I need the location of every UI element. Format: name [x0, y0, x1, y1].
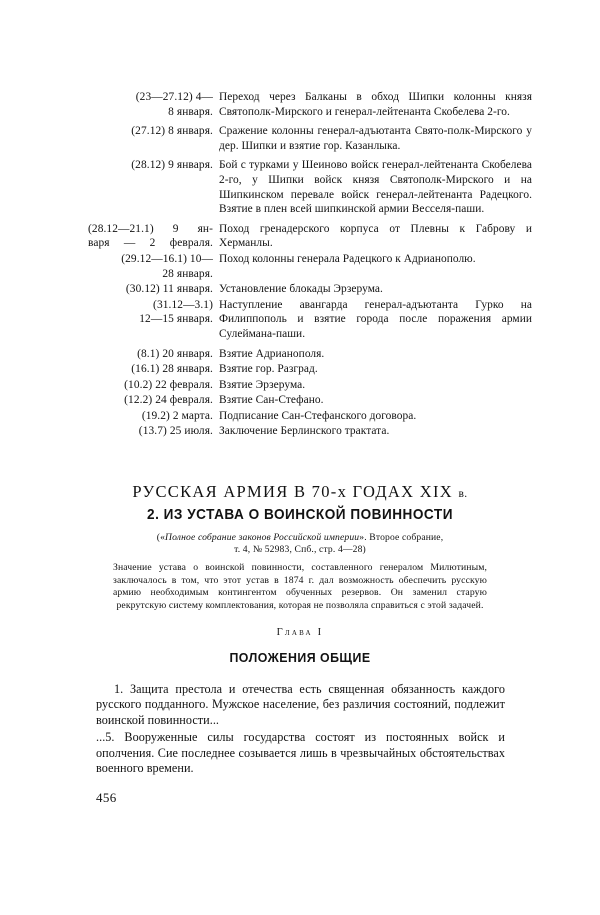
- source-citation: [113, 532, 487, 557]
- chronology-entry: [88, 298, 532, 342]
- chronology-entry-text: Переход через Балканы в обход Шипки колонны князя Святополк-Мирского и генерал-лейтенанта Скобелева 2-го.: [219, 91, 532, 118]
- citation-work-title: Полное собрание законов Российской империи: [165, 532, 360, 543]
- chronology-entry-date: [88, 124, 219, 139]
- chronology-date-line: (31.12—3.1): [153, 298, 213, 311]
- chronology-date-line: (19.2) 2 марта.: [141, 409, 213, 422]
- chronology-entry: [88, 222, 532, 251]
- chronology-entry-date: [88, 409, 219, 424]
- chronology-entry-date: [88, 347, 219, 362]
- page-title-text: РУССКАЯ АРМИЯ В 70-х ГОДАХ XIX: [132, 482, 454, 501]
- chapter-title: ПОЛОЖЕНИЯ ОБЩИЕ: [229, 650, 371, 665]
- chronology-date-line: варя — 2 февраля.: [88, 237, 213, 250]
- chronology-date-line: (12.2) 24 февраля.: [124, 394, 213, 407]
- body-paragraph: 1. Защита престола и отечества есть священная обязанность каждого русского подданного. Мужское население, без различия состояний, подлежит воинской повинности...: [96, 682, 505, 727]
- chronology-date-line: (28.12) 9 января.: [131, 159, 213, 172]
- chronology-entry: [88, 378, 532, 393]
- chronology-entry-date: [88, 252, 219, 281]
- chronology-entry: [88, 252, 532, 281]
- chronology-entry-text: Подписание Сан-Стефанского договора.: [219, 409, 417, 422]
- chronology-entry-text: Установление блокады Эрзерума.: [219, 283, 383, 296]
- chronology-date-line: (16.1) 28 января.: [131, 363, 213, 376]
- chronology-entry-text: Поход гренадерского корпуса от Плевны к Габрову и Херманлы.: [219, 222, 532, 250]
- page-title: [0, 482, 600, 502]
- citation-volume-info: т. 4, № 52983, Спб., стр. 4—28): [234, 544, 366, 556]
- chronology-entry-date: [88, 222, 219, 251]
- chronology-entry-text: Заключение Берлинского трактата.: [219, 425, 390, 438]
- citation-close: ». Второе собрание,: [359, 532, 444, 543]
- chronology-entry: [88, 90, 532, 119]
- chronology-entry: [88, 347, 532, 362]
- chronology-table: [88, 90, 532, 440]
- chronology-date-line: (13.7) 25 июля.: [138, 425, 213, 438]
- chronology-entry: [88, 124, 532, 153]
- chronology-entry-text: Сражение колонны генерал-адъютанта Свято-полк-Мирского у дер. Шипки и взятие гор. Казанлыка.: [219, 125, 532, 152]
- chronology-entry: [88, 424, 532, 439]
- chronology-date-line: 28 января.: [162, 267, 213, 280]
- chronology-date-line: (28.12—21.1) 9 ян-: [88, 222, 213, 235]
- chapter-label: Глава I: [276, 627, 324, 638]
- chronology-date-line: (30.12) 11 января.: [125, 283, 213, 296]
- body-paragraph: ...5. Вооруженные силы государства состоят из постоянных войск и ополчения. Сие последнее созывается лишь в чрезвычайных обстоятельствах военного времени.: [96, 730, 505, 776]
- chronology-entry: [88, 362, 532, 377]
- chronology-entry: [88, 393, 532, 408]
- page-number: 456: [96, 790, 117, 805]
- chronology-entry-text: Взятие гор. Разград.: [219, 363, 318, 376]
- chronology-entry: [88, 282, 532, 297]
- chronology-entry-date: [88, 158, 219, 173]
- chapter-body: [96, 682, 505, 778]
- citation-open: («: [156, 532, 166, 543]
- chronology-entry-text: Поход колонны генерала Радецкого к Адрианополю.: [219, 252, 476, 265]
- chronology-entry: [88, 409, 532, 424]
- chronology-date-line: (27.12) 8 января.: [131, 125, 213, 138]
- editorial-abstract: Значение устава о воинской повинности, составленного генералом Милютиным, заключалось в том, что этот устав в 1874 г. дал возможность обеспечить русскую армию необходимым контингентом обученных резервов. Он заменил старую рекрутскую систему комплектования, которая не позволяла справиться с этой задачей.: [113, 562, 487, 611]
- chronology-date-line: (23—27.12) 4—: [135, 91, 213, 103]
- chronology-date-line: 8 января.: [168, 105, 213, 118]
- chronology-entry-date: [88, 393, 219, 408]
- chronology-entry: [88, 158, 532, 216]
- chronology-date-line: (10.2) 22 февраля.: [124, 378, 213, 391]
- chronology-date-line: (8.1) 20 января.: [137, 347, 213, 360]
- chronology-entry-date: [88, 282, 219, 297]
- chronology-entry-date: [88, 362, 219, 377]
- chronology-entry-text: Наступление авангарда генерал-адъютанта Гурко на Филиппополь и взятие города после поражения армии Сулеймана-паши.: [219, 298, 532, 340]
- chronology-entry-text: Взятие Сан-Стефано.: [219, 394, 324, 407]
- chronology-date-line: 12—15 января.: [139, 313, 213, 326]
- chronology-date-line: (29.12—16.1) 10—: [121, 252, 213, 265]
- chronology-entry-date: [88, 424, 219, 439]
- section-title: 2. ИЗ УСТАВА О ВОИНСКОЙ ПОВИННОСТИ: [147, 507, 453, 523]
- chronology-entry-text: Бой с турками у Шеиново войск генерал-лейтенанта Скобелева 2-го, у Шипки войск князя Святополк-Мирского и на Шипкинском перевале войск генерал-лейтенанта Радецкого. Взятие в плен всей шипкинской армии Весселя-паши.: [219, 159, 532, 216]
- chronology-entry-text: Взятие Адрианополя.: [219, 347, 325, 360]
- chronology-entry-date: [88, 298, 219, 327]
- page-title-suffix: в.: [458, 488, 468, 500]
- chronology-entry-date: [88, 378, 219, 393]
- chronology-entry-date: [88, 90, 219, 119]
- chronology-entry-text: Взятие Эрзерума.: [219, 378, 306, 391]
